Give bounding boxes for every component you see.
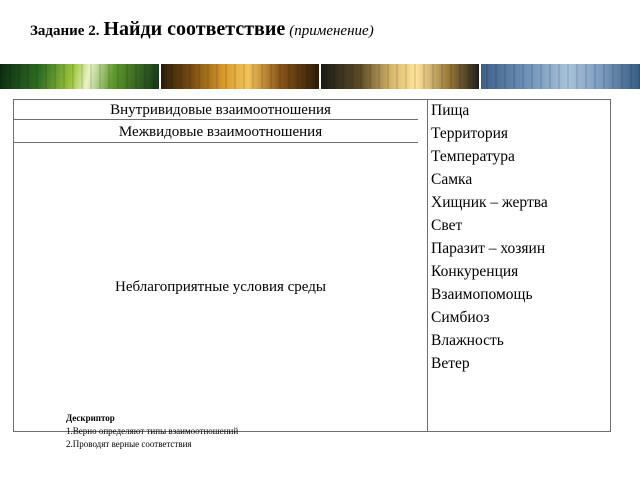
banner-divider [159,64,161,89]
term-item: Симбиоз [431,309,490,326]
banner-divider [479,64,481,89]
term-item: Пища [431,102,470,119]
slide-title [30,18,374,41]
task-title: Найди соответствие [103,18,286,40]
descriptor-item: 1.Верно определяют типы взаимоотношений [66,426,239,436]
term-item: Свет [431,217,463,234]
term-item: Паразит – хозяин [431,240,546,257]
descriptor-heading: Дескриптор [66,413,115,423]
descriptor-block [66,412,238,451]
column-divider [427,100,428,431]
term-item: Взаимопомощь [431,286,533,303]
task-subtitle: (применение) [289,23,374,39]
term-item: Ветер [431,355,470,372]
term-item: Конкуренция [431,263,519,280]
term-item: Самка [431,171,473,188]
row-divider [14,119,418,120]
row-divider [14,142,418,143]
banner-divider [319,64,321,89]
task-label: Задание 2. [30,23,100,39]
term-item: Территория [431,125,509,142]
term-item: Хищник – жертва [431,194,548,211]
term-item: Влажность [431,332,504,349]
matching-table [13,99,611,449]
adverse-conditions-cell: Неблагоприятные условия среды [115,279,326,295]
term-item: Температура [431,148,515,165]
intraspecific-relations-cell: Внутривидовые взаимоотношения [110,102,331,118]
interspecific-relations-cell: Межвидовые взаимоотношения [118,124,323,140]
descriptor-item: 2.Проводят верные соответствия [66,439,192,449]
decorative-banner [0,64,640,89]
terms-list [431,99,548,375]
